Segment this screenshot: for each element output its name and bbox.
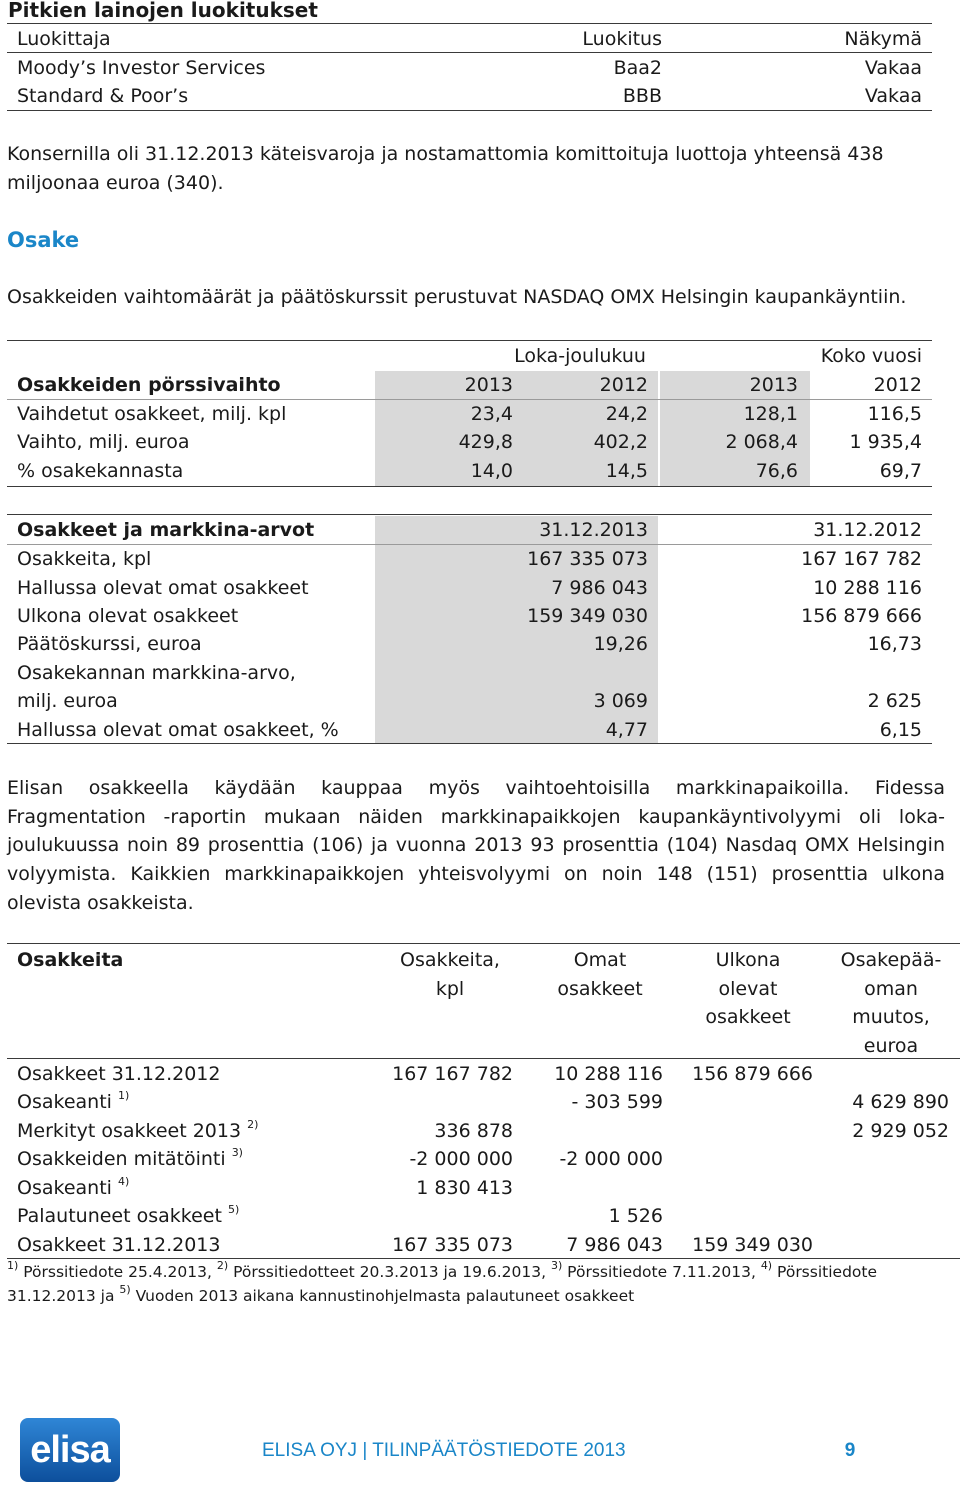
footer-company: ELISA OYJ [262, 1440, 358, 1461]
trading-row-percent-q2012: 14,5 [605, 460, 648, 482]
shares-table-title: Osakkeita [17, 949, 124, 971]
market-top-rule [7, 514, 932, 515]
market-row-mcap-2012: 2 625 [867, 690, 922, 712]
ratings-header-outlook: Näkymä [844, 28, 922, 50]
trading-row-turnover-y2013: 2 068,4 [725, 431, 798, 453]
market-row-treasury-pct-2013: 4,77 [605, 719, 648, 741]
footnote-ref: 1) [117, 1088, 130, 1102]
ratings-row-moodys-agency: Moody’s Investor Services [17, 57, 266, 79]
market-row-shares-2012: 167 167 782 [801, 548, 922, 570]
ratings-row-sp-outlook: Vakaa [864, 85, 922, 107]
alt-venues-line2: Fragmentation -raportin mukaan näiden markkinapaikkojen kaupankäyntivolyymi oli loka- [7, 805, 945, 828]
footnote-mark: 2) [216, 1258, 229, 1272]
trading-year-y2012: 2012 [873, 374, 922, 396]
shares-row-c4: 4 629 890 [852, 1091, 949, 1113]
ratings-top-rule [7, 23, 932, 24]
shares-row-c2: 10 288 116 [554, 1063, 663, 1085]
page-footer-text [262, 1438, 626, 1464]
market-row-treasury-2012: 10 288 116 [813, 577, 922, 599]
shares-row-c2: - 303 599 [571, 1091, 663, 1113]
market-row-treasury-pct-label: Hallussa olevat omat osakkeet, % [17, 719, 339, 741]
trading-bottom-rule [7, 486, 932, 487]
market-date-2012: 31.12.2012 [813, 519, 922, 541]
shares-col-header-shares-l1: Osakkeita, [400, 949, 500, 971]
elisa-logo-text: elisa [30, 1429, 110, 1471]
shares-row-label [17, 1202, 239, 1230]
shares-col-header-outstanding-l2: olevat [718, 977, 778, 1000]
market-date-2013: 31.12.2013 [539, 519, 648, 541]
footnote-text: Vuoden 2013 aikana kannustinohjelmasta palautuneet osakkeet [130, 1287, 635, 1305]
shares-row-c2: 1 526 [608, 1205, 663, 1227]
alt-venues-line1: Elisan osakkeella käydään kauppaa myös vaihtoehtoisilla markkinapaikoilla. Fidessa [7, 777, 945, 799]
footnotes-line1 [7, 1260, 877, 1284]
shares-col-header-own-l2: osakkeet [557, 977, 643, 1000]
footer-doc-title: TILINPÄÄTÖSTIEDOTE 2013 [372, 1440, 626, 1461]
shares-row-c1: -2 000 000 [409, 1148, 513, 1170]
footer-separator: | [362, 1440, 368, 1461]
shares-bottom-rule [7, 1258, 960, 1259]
ratings-row-moodys-rating: Baa2 [613, 57, 662, 79]
shares-row-label [17, 1117, 258, 1145]
trading-year-q2012: 2012 [599, 374, 648, 396]
trading-row-turnover-label: Vaihto, milj. euroa [17, 431, 190, 453]
section-heading-osake: Osake [7, 228, 80, 252]
shares-col-header-capital [826, 946, 956, 1060]
shares-col-header-shares [385, 946, 515, 1003]
shares-col-header-capital-l2: oman [864, 977, 918, 1000]
shares-row-c2: -2 000 000 [559, 1148, 663, 1170]
shares-row-label [17, 1088, 129, 1116]
market-row-mcap-label-line1: Osakekannan markkina-arvo, [17, 662, 296, 684]
page-number: 9 [844, 1440, 856, 1461]
market-row-mcap-2013: 3 069 [593, 690, 648, 712]
shares-col-header-capital-l4: euroa [863, 1034, 919, 1057]
shares-header-rule [7, 1058, 960, 1059]
footnotes-line2 [7, 1284, 877, 1308]
market-row-outstanding-2013: 159 349 030 [527, 605, 648, 627]
market-row-shares-label: Osakkeita, kpl [17, 548, 152, 570]
footnote-text: Pörssitiedotteet 20.3.2013 ja 19.6.2013, [228, 1263, 551, 1281]
footnote-text: 31.12.2013 ja [7, 1287, 120, 1305]
footnote-ref: 5) [227, 1202, 240, 1216]
market-row-closing-2012: 16,73 [867, 633, 922, 655]
alt-venues-paragraph [7, 774, 945, 918]
trading-year-y2013: 2013 [749, 374, 798, 396]
shares-row-c1: 167 167 782 [392, 1063, 513, 1085]
trading-row-turnover-q2012: 402,2 [593, 431, 648, 453]
footnote-ref: 2) [247, 1117, 259, 1131]
trading-row-volume-label: Vaihdetut osakkeet, milj. kpl [17, 403, 287, 425]
market-row-treasury-2013: 7 986 043 [551, 577, 648, 599]
footnote-mark: 1) [7, 1258, 19, 1272]
trading-row-volume-q2012: 24,2 [605, 403, 648, 425]
ratings-row-sp-rating: BBB [622, 85, 662, 107]
shares-col-header-outstanding [683, 946, 813, 1032]
shares-col-header-outstanding-l1: Ulkona [715, 949, 781, 971]
shares-row-label-text: Merkityt osakkeet 2013 [17, 1120, 242, 1142]
footnote-ref: 3) [231, 1145, 243, 1159]
ratings-row-sp-agency: Standard & Poor’s [17, 85, 189, 107]
trading-row-turnover-q2013: 429,8 [458, 431, 513, 453]
shares-col-header-capital-l3: muutos, [852, 1006, 930, 1028]
footnote-ref: 4) [117, 1174, 130, 1188]
shares-col-header-own-l1: Omat [573, 949, 627, 971]
osake-intro-text: Osakkeiden vaihtomäärät ja päätöskurssit perustuvat NASDAQ OMX Helsingin kaupankäyntiin. [7, 286, 907, 308]
shares-row-label [17, 1174, 129, 1202]
trading-row-volume-y2013: 128,1 [743, 403, 798, 425]
shares-row-label-text: Osakkeiden mitätöinti [17, 1148, 226, 1170]
market-row-shares-2013: 167 335 073 [527, 548, 648, 570]
trading-group-quarter: Loka-joulukuu [514, 345, 646, 367]
market-row-closing-2013: 19,26 [593, 633, 648, 655]
shares-col-header-outstanding-l3: osakkeet [705, 1006, 791, 1028]
footnote-text: Pörssitiedote [772, 1263, 877, 1281]
trading-row-percent-label: % osakekannasta [17, 460, 184, 482]
trading-top-rule [7, 340, 932, 341]
ratings-header-agency: Luokittaja [17, 28, 111, 50]
footnote-text: Pörssitiedote 25.4.2013, [18, 1263, 217, 1281]
shares-col-header-own [535, 946, 665, 1003]
ratings-row-moodys-outlook: Vakaa [864, 57, 922, 79]
footnote-text: Pörssitiedote 7.11.2013, [562, 1263, 761, 1281]
trading-row-volume-q2013: 23,4 [470, 403, 513, 425]
shares-row-c1: 1 830 413 [416, 1177, 513, 1199]
ratings-header-rating: Luokitus [582, 28, 662, 50]
alt-venues-line3: joulukuussa noin 89 prosenttia (106) ja vuonna 2013 93 prosenttia (104) Nasdaq OMX Helsingin [7, 834, 945, 857]
ratings-bottom-rule [7, 110, 932, 111]
alt-venues-line5: olevista osakkeista. [7, 891, 194, 914]
trading-table-title: Osakkeiden pörssivaihto [17, 374, 281, 396]
liquidity-note-line1: Konsernilla oli 31.12.2013 käteisvaroja ja nostamattomia komittoituja luottoja yhteensä 438 [7, 143, 884, 165]
shares-row-label: Osakkeet 31.12.2012 [17, 1063, 221, 1085]
footnote-mark: 5) [119, 1282, 131, 1296]
trading-row-percent-y2013: 76,6 [755, 460, 798, 482]
shares-row-c1: 336 878 [434, 1120, 513, 1142]
trading-row-percent-q2013: 14,0 [470, 460, 513, 482]
alt-venues-line4: volyymista. Kaikkien markkinapaikkojen yhteisvolyymi on noin 148 (151) prosenttia ulkona [7, 863, 945, 886]
market-row-treasury-label: Hallussa olevat omat osakkeet [17, 577, 309, 599]
market-row-closing-label: Päätöskurssi, euroa [17, 633, 202, 655]
market-row-outstanding-2012: 156 879 666 [801, 605, 922, 627]
trading-row-turnover-y2012: 1 935,4 [849, 431, 922, 453]
market-bottom-rule [7, 743, 932, 744]
market-row-mcap-label-line2: milj. euroa [17, 690, 118, 712]
footnote-mark: 4) [760, 1258, 773, 1272]
shares-row-label-text: Osakeanti [17, 1177, 112, 1199]
liquidity-note-line2: miljoonaa euroa (340). [7, 172, 224, 194]
shares-row-c3: 159 349 030 [692, 1234, 813, 1256]
shares-col-header-shares-l2: kpl [435, 977, 465, 1000]
shares-row-label-text: Palautuneet osakkeet [17, 1205, 222, 1227]
trading-row-percent-y2012: 69,7 [879, 460, 922, 482]
shares-row-c3: 156 879 666 [692, 1063, 813, 1085]
shares-row-label: Osakkeet 31.12.2013 [17, 1234, 221, 1256]
trading-group-fullyear: Koko vuosi [820, 345, 922, 367]
shares-top-rule [7, 943, 960, 944]
shares-row-label [17, 1145, 243, 1173]
market-table-title: Osakkeet ja markkina-arvot [17, 519, 315, 541]
shares-col-header-capital-l1: Osakepää- [840, 949, 942, 971]
shares-row-label-text: Osakeanti [17, 1091, 112, 1113]
trading-year-q2013: 2013 [464, 374, 513, 396]
elisa-logo [20, 1418, 120, 1482]
shares-row-c4: 2 929 052 [852, 1120, 949, 1142]
trading-row-volume-y2012: 116,5 [867, 403, 922, 425]
shares-row-c2: 7 986 043 [566, 1234, 663, 1256]
footnote-mark: 3) [550, 1258, 563, 1272]
ratings-title: Pitkien lainojen luokitukset [8, 0, 318, 22]
footnotes [7, 1260, 877, 1308]
ratings-header-rule [7, 52, 932, 53]
market-row-outstanding-label: Ulkona olevat osakkeet [17, 605, 239, 627]
market-row-treasury-pct-2012: 6,15 [879, 719, 922, 741]
shares-row-c1: 167 335 073 [392, 1234, 513, 1256]
